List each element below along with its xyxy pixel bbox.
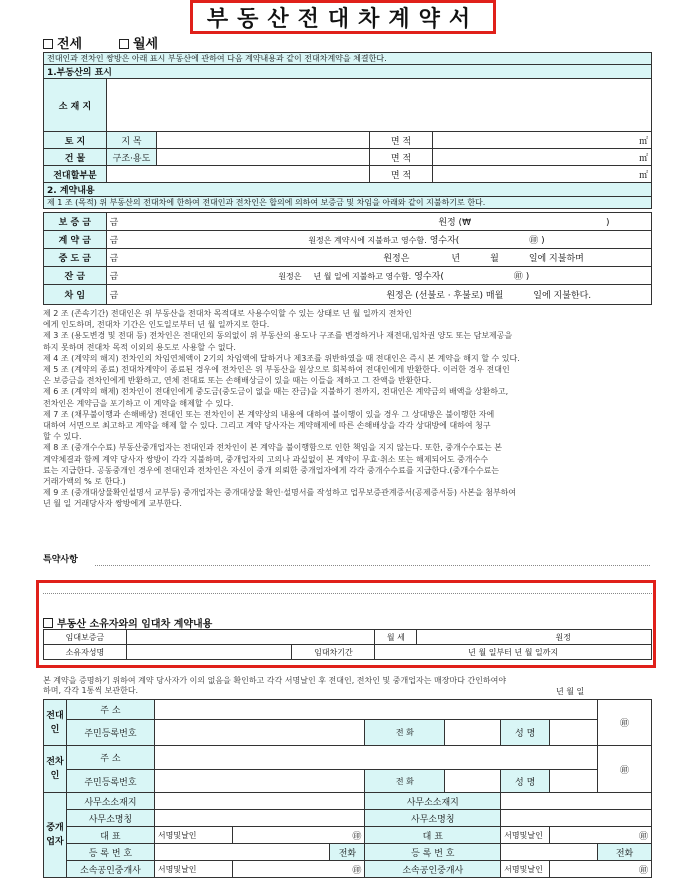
sublease-area-label: 면 적 <box>369 166 433 183</box>
broker1-rep-sign-label: 서명및날인 <box>154 827 232 844</box>
clause-line: 하지 못하며 전대차 목적 이외의 용도로 사용할 수 없다. <box>43 342 236 352</box>
building-type-label: 구조·용도 <box>106 149 156 166</box>
broker1-reg-label: 등 록 번 호 <box>66 844 154 861</box>
clause-line: 년 월 일 거래당사자 쌍방에게 교부한다. <box>43 499 182 509</box>
broker2-reg-label: 등 록 번 호 <box>365 844 501 861</box>
closing-text: 본 계약을 증명하기 위하여 계약 당사자가 이의 없음을 확인하고 각각 서명날인 후 전대인, 전차인 및 중개업자는 매장마다 간인하여야 하며, 각각 1통씩 보관한다. <box>43 676 507 695</box>
lessee-name-label: 성 명 <box>501 770 550 793</box>
special-terms-label: 특약사항 <box>43 555 78 565</box>
lessee-phone-label: 전 화 <box>365 770 445 793</box>
section1-title: 1.부동산의 표시 <box>44 65 652 79</box>
broker2-office-name-field[interactable] <box>501 810 652 827</box>
land-type-label: 지 목 <box>106 132 156 149</box>
clause-line: 은 보증금을 전차인에게 반환하고, 연체 전대료 또는 손해배상금이 있을 때는 이들을 제하고 그 잔액을 반환한다. <box>43 376 432 386</box>
document-title: 부동산전대차계약서 <box>206 6 480 32</box>
clause-line: 계약체결과 함께 계약 당사자 쌍방이 각각 지불하며, 중개업자의 고의나 과실없이 본 계약이 무효·취소 또는 해제되어도 중개수수 <box>43 454 489 464</box>
lessee-seal[interactable]: ㊞ <box>598 746 652 793</box>
balance-field[interactable]: 금 원정은 년 월 일에 지불하고 영수함. 영수자( ㊞ ) <box>106 267 651 285</box>
land-label: 토 지 <box>44 132 107 149</box>
owner-deposit-field[interactable] <box>126 630 374 645</box>
property-table <box>43 52 652 209</box>
clause-line: 제 5 조 (계약의 종료) 전대차계약이 종료된 경우에 전차인은 위 부동산을 원상으로 회복하여 전대인에게 반환한다. 이러한 경우 전대인 <box>43 365 510 375</box>
special-terms-line-2[interactable] <box>43 593 652 594</box>
clause-line: 제 4 조 (계약의 해지) 전차인의 차임연체액이 2기의 차임액에 달하거나 제3조를 위반하였을 때 전대인은 즉시 본 계약을 해지 할 수 있다. <box>43 353 520 363</box>
clause-line: 할 수 있다. <box>43 432 82 442</box>
broker1-rep-label: 대 표 <box>66 827 154 844</box>
clause-line: 대하여 서면으로 최고하고 계약을 해제 할 수 있다. 그리고 계약 당사자는 계약해제에 따른 손해배상을 각각 상대방에 대하여 청구 <box>43 421 491 431</box>
broker1-office-addr-label: 사무소소재지 <box>66 793 154 810</box>
clause-line: 료는 지급한다. 공동중개인 경우에 전대인과 전차인은 자신이 중개 의뢰한 중개업자에게 각각 중개수수료를 지급한다.(중개수수료는 <box>43 465 500 475</box>
lessee-address-field[interactable] <box>154 746 597 770</box>
owner-section-checkbox[interactable] <box>43 618 53 628</box>
document-title-box <box>190 0 496 34</box>
wolse-checkbox[interactable] <box>119 39 129 49</box>
broker-label: 중개업자 <box>44 793 67 878</box>
owner-section-title[interactable]: 부동산 소유자와의 임대차 계약내용 <box>43 615 212 630</box>
section2-title: 2. 계약내용 <box>44 183 652 197</box>
clause-line: 거래가액의 % 로 한다.) <box>43 477 126 487</box>
building-type-field[interactable] <box>156 149 369 166</box>
broker1-agent-seal[interactable]: ㊞ <box>232 861 365 878</box>
broker1-office-addr-field[interactable] <box>154 793 365 810</box>
balance-label: 잔 금 <box>44 267 107 285</box>
sublease-area-field[interactable]: ㎡ <box>433 166 652 183</box>
broker1-reg-field[interactable] <box>154 844 330 861</box>
broker2-rep-label: 대 표 <box>365 827 501 844</box>
rent-label: 차 임 <box>44 285 107 305</box>
location-label: 소 재 지 <box>44 79 107 132</box>
owner-period-field[interactable]: 년 월 일부터 년 월 일까지 <box>375 645 652 660</box>
owner-name-label: 소유자성명 <box>44 645 127 660</box>
broker1-agent-sign-label: 서명및날인 <box>154 861 232 878</box>
clause-line: 에게 인도하며, 전대차 기간은 인도일로부터 년 월 일까지로 한다. <box>43 320 270 330</box>
broker2-agent-seal[interactable]: ㊞ <box>550 861 652 878</box>
broker1-office-name-label: 사무소명칭 <box>66 810 154 827</box>
lessor-seal[interactable]: ㊞ <box>598 700 652 746</box>
parties-table <box>43 699 652 878</box>
clause-line: 제 3 조 (용도변경 및 전대 등) 전차인은 전대인의 동의없이 위 부동산의 용도나 구조를 변경하거나 재전대,임차권 양도 또는 담보제공을 <box>43 331 513 341</box>
lessee-address-label: 주 소 <box>66 746 154 770</box>
sublease-field[interactable] <box>106 166 369 183</box>
broker2-rep-seal[interactable]: ㊞ <box>550 827 652 844</box>
land-area-label: 면 적 <box>369 132 433 149</box>
sublease-label: 전대할부분 <box>44 166 107 183</box>
clause-line: 제 6 조 (계약의 해제) 전차인이 전대인에게 중도금(중도금이 없을 때는 잔금)을 지불하기 전까지, 전대인은 계약금의 배액을 상환하고, <box>43 387 509 397</box>
contract-label: 계 약 금 <box>44 231 107 249</box>
building-area-field[interactable]: ㎡ <box>433 149 652 166</box>
deposit-field[interactable]: 금 원정 (₩ ) <box>106 213 651 231</box>
owner-rent-field[interactable]: 원정 <box>417 630 652 645</box>
land-type-field[interactable] <box>156 132 369 149</box>
rent-field[interactable]: 금 원정은 (선불로 · 후불로) 매월 일에 지불한다. <box>106 285 651 305</box>
broker2-office-addr-label: 사무소소재지 <box>365 793 501 810</box>
land-area-field[interactable]: ㎡ <box>433 132 652 149</box>
option-jeonse[interactable]: 전세 <box>43 33 82 52</box>
broker2-office-addr-field[interactable] <box>501 793 652 810</box>
owner-deposit-label: 임대보증금 <box>44 630 127 645</box>
owner-rent-label: 월 세 <box>375 630 417 645</box>
location-field[interactable] <box>106 79 651 132</box>
lessee-name-field[interactable] <box>550 770 598 793</box>
option-wolse[interactable]: 월세 <box>119 33 158 52</box>
broker2-office-name-label: 사무소명칭 <box>365 810 501 827</box>
lessee-id-field[interactable] <box>154 770 365 793</box>
clause-line: 제 2 조 (존속기간) 전대인은 위 부동산을 전대차 목적대로 사용수익할 수 있는 상태로 년 월 일까지 전차인 <box>43 309 412 318</box>
owner-lease-table <box>43 629 652 660</box>
clause-line: 제 7 조 (채무불이행과 손해배상) 전대인 또는 전차인이 본 계약상의 내용에 대하여 불이행이 있을 경우 그 상대방은 불이행한 자에 <box>43 409 495 419</box>
broker1-tel-label: 전화 <box>330 844 365 861</box>
lessee-id-label: 주민등록번호 <box>66 770 154 793</box>
lessee-phone-field[interactable] <box>445 770 501 793</box>
broker2-tel-label: 전화 <box>598 844 652 861</box>
lessor-name-label: 성 명 <box>501 720 550 746</box>
lessor-name-field[interactable] <box>550 720 598 746</box>
broker1-agent-label: 소속공인중개사 <box>66 861 154 878</box>
broker2-agent-label: 소속공인중개사 <box>365 861 501 878</box>
clauses-block <box>43 308 643 510</box>
broker1-office-name-field[interactable] <box>154 810 365 827</box>
lessor-id-field[interactable] <box>154 720 365 746</box>
article1-text: 제 1 조 (목적) 위 부동산의 전대차에 한하여 전대인과 전차인은 합의에 의하여 보증금 및 차임을 아래와 같이 지불하기로 한다. <box>44 197 652 209</box>
middle-field[interactable]: 금 원정은 년 월 일에 지불하며 <box>106 249 651 267</box>
lessor-phone-label: 전 화 <box>365 720 445 746</box>
lessee-label: 전차인 <box>44 746 67 793</box>
broker1-rep-seal[interactable]: ㊞ <box>232 827 365 844</box>
building-area-label: 면 적 <box>369 149 433 166</box>
lessor-address-label: 주 소 <box>66 700 154 720</box>
special-terms-line[interactable] <box>95 565 650 566</box>
broker2-rep-sign-label: 서명및날인 <box>501 827 550 844</box>
payment-table <box>43 212 652 305</box>
building-label: 건 물 <box>44 149 107 166</box>
owner-period-label: 임대차기간 <box>292 645 375 660</box>
lessor-id-label: 주민등록번호 <box>66 720 154 746</box>
middle-label: 중 도 금 <box>44 249 107 267</box>
deposit-label: 보 증 금 <box>44 213 107 231</box>
broker2-agent-sign-label: 서명및날인 <box>501 861 550 878</box>
clause-line: 제 9 조 (중개대상물확인설명서 교부등) 중개업자는 중개대상물 확인·설명서를 작성하고 업무보증관계증서(공제증서등) 사본을 첨부하여 <box>43 488 517 498</box>
clause-line: 제 8 조 (중개수수료) 부동산중개업자는 전대인과 전차인이 본 계약을 불이행함으로 인한 책임을 지지 않는다. 또한, 중개수수료는 본 <box>43 443 502 453</box>
closing-date[interactable]: 년 월 일 <box>556 687 585 696</box>
lessor-address-field[interactable] <box>154 700 597 720</box>
owner-name-field[interactable] <box>126 645 292 660</box>
intro-text: 전대인과 전차인 쌍방은 아래 표시 부동산에 관하여 다음 계약내용과 같이 전대차계약을 체결한다. <box>44 53 652 65</box>
lessor-phone-field[interactable] <box>445 720 501 746</box>
clause-line: 전차인은 계약금을 포기하고 이 계약을 해제할 수 있다. <box>43 398 234 408</box>
contract-field[interactable]: 금 원정은 계약시에 지불하고 영수함. 영수자( ㊞ ) <box>106 231 651 249</box>
broker2-reg-field[interactable] <box>501 844 598 861</box>
jeonse-checkbox[interactable] <box>43 39 53 49</box>
lessor-label: 전대인 <box>44 700 67 746</box>
